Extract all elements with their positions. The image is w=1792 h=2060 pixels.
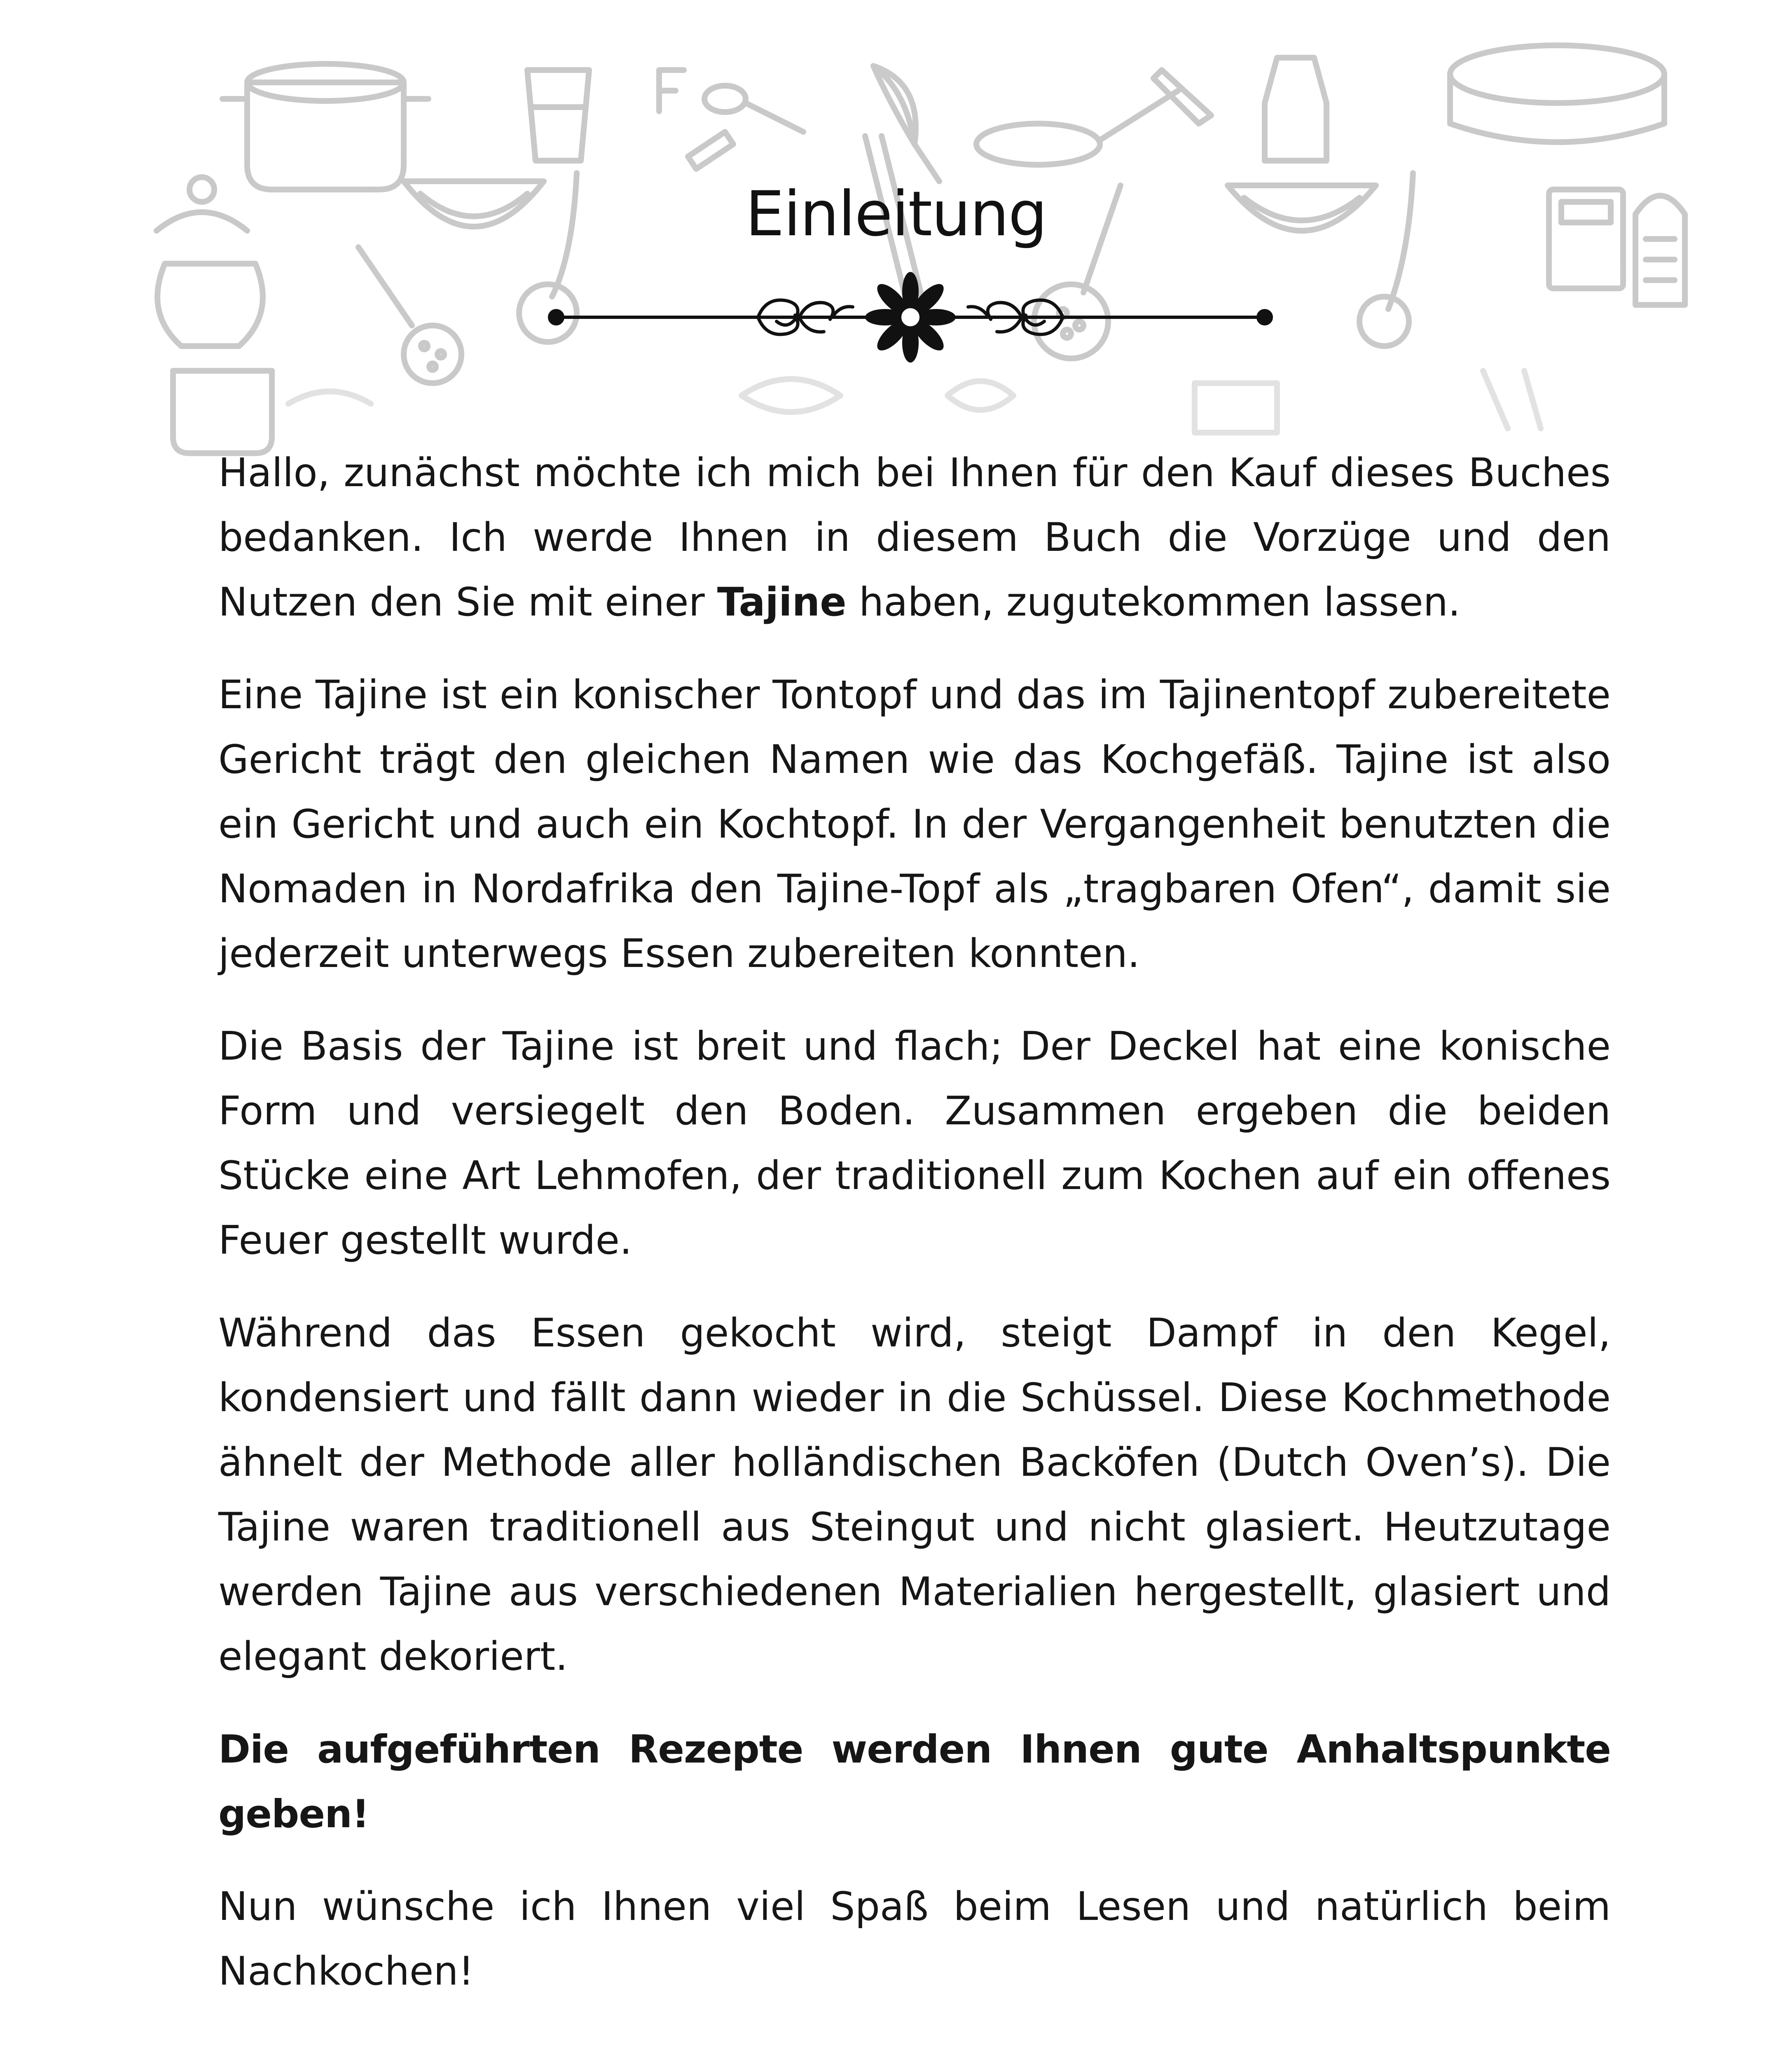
whisk-icon bbox=[873, 66, 939, 181]
jug-icon bbox=[1265, 58, 1326, 161]
paragraph-tajine-shape: Die Basis der Tajine ist breit und flach; Der Deckel hat eine konische Form und versiegelt den Boden. Zusammen ergeben die beiden Stücke eine Art Lehmofen, der traditionell zum Kochen auf ein offenes Feuer gestellt wurde. bbox=[218, 1024, 1611, 1263]
skimmer-icon bbox=[358, 247, 461, 383]
introduction-text bbox=[218, 441, 1611, 2032]
page-title: Einleitung bbox=[745, 178, 1047, 250]
pot-icon bbox=[222, 64, 428, 190]
glass-icon bbox=[527, 70, 589, 161]
knife-icon bbox=[1153, 70, 1211, 124]
paragraph-closing-wish: Nun wünsche ich Ihnen viel Spaß beim Lesen und natürlich beim Nachkochen! bbox=[218, 1884, 1611, 1994]
spatula-icon bbox=[659, 70, 733, 169]
cake-tin-icon bbox=[1450, 45, 1664, 142]
paragraph-recipes-note: Die aufgeführten Rezepte werden Ihnen gute Anhaltspunkte geben! bbox=[218, 1727, 1611, 1837]
paragraph-tajine-definition: Eine Tajine ist ein konischer Tontopf und das im Tajinentopf zubereitete Gericht trägt den gleichen Namen wie das Kochgefäß. Tajine ist also ein Gericht und auch ein Kochtopf. In der Vergangenheit benutzten die Nomaden in Nordafrika den Tajine-Topf als „tragbaren Ofen“, damit sie jederzeit unterwegs Essen zubereiten konnten. bbox=[218, 672, 1611, 976]
tajine-bold-term: Tajine bbox=[717, 580, 847, 625]
spoon-icon bbox=[704, 86, 803, 132]
pan-icon bbox=[976, 91, 1178, 165]
paragraph-thanks: Hallo, zunächst möchte ich mich bei Ihnen für den Kauf dieses Buches bedanken. Ich werde Ihnen in diesem Buch die Vorzüge und den Nutzen den Sie mit einer Tajine haben, zugutekommen lassen. bbox=[218, 450, 1611, 625]
title-divider-ornament bbox=[544, 264, 1277, 371]
flower-ornament-icon bbox=[865, 272, 956, 363]
paragraph-cooking-method: Während das Essen gekocht wird, steigt Dampf in den Kegel, kondensiert und fällt dann wieder in die Schüssel. Diese Kochmethode ähnelt der Methode aller holländischen Backöfen (Dutch Oven’s). Die Tajine waren traditionell aus Steingut und nicht glasiert. Heutzutage werden Tajine aus verschiedenen Materialien hergestellt, glasiert und elegant dekoriert. bbox=[218, 1311, 1611, 1679]
